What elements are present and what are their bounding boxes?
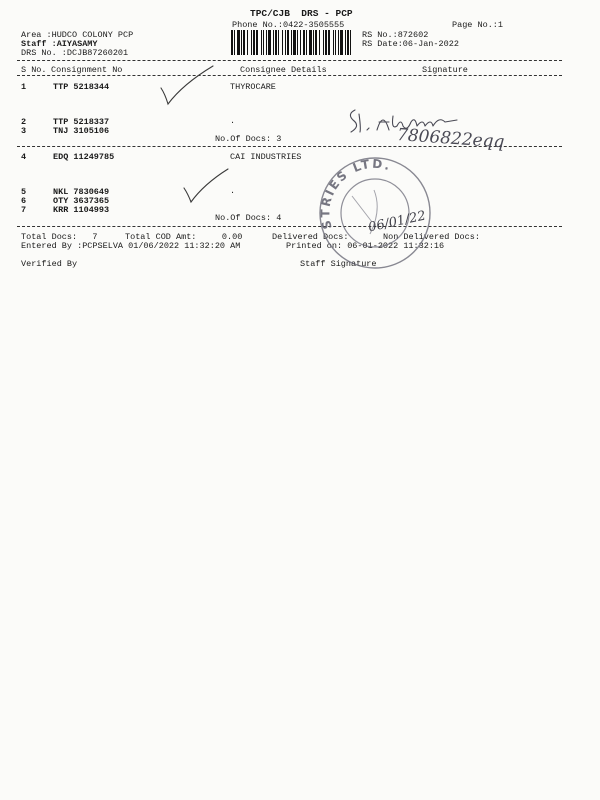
staff-signature-label: Staff Signature: [300, 259, 377, 269]
row-sno: 3: [21, 126, 27, 136]
row-consignment: TNJ 3105106: [53, 126, 110, 136]
col-consignee: Consignee Details: [240, 65, 327, 75]
row-consignment: EDQ 11249785: [53, 152, 115, 162]
row-sno: 5: [21, 187, 27, 197]
barcode: [230, 30, 354, 55]
group-rule: [17, 226, 562, 227]
page-number: Page No.:1: [452, 20, 504, 30]
svg-text:7806822eqq: 7806822eqq: [396, 124, 506, 152]
company-stamp: [312, 150, 438, 276]
consignee-name: CAI INDUSTRIES: [230, 152, 302, 162]
drs-number: DRS No. :DCJB87260201: [21, 48, 129, 58]
consignee-name: THYROCARE: [230, 82, 276, 92]
printed-on: Printed on: 06-01-2022 11:32:16: [286, 241, 445, 251]
handwritten-phone-number: [395, 124, 525, 152]
row-consignment: OTY 3637365: [53, 196, 110, 206]
checkmark-icon: [155, 62, 217, 108]
svg-text:06/01/22: 06/01/22: [366, 208, 428, 236]
row-sno: 6: [21, 196, 27, 206]
row-consignment: KRR 1104993: [53, 205, 110, 215]
phone-number: Phone No.:0422-3505555: [232, 20, 345, 30]
row-sno: 1: [21, 82, 27, 92]
staff-label: Staff :AIYASAMY: [21, 39, 98, 49]
row-sno: 2: [21, 117, 27, 127]
row-consignment: NKL 7830649: [53, 187, 110, 197]
col-sno: S No.: [21, 65, 47, 75]
docs-count: No.Of Docs: 3: [215, 134, 282, 144]
rs-date: RS Date:06-Jan-2022: [362, 39, 459, 49]
consignee-dot: .: [230, 186, 236, 196]
col-consignment: Consignment No: [51, 65, 123, 75]
row-consignment: TTP 5218344: [53, 82, 110, 92]
header-rule-top: [17, 60, 562, 61]
delivered-docs: Delivered Docs:: [272, 232, 349, 242]
consignee-dot: .: [230, 116, 236, 126]
document-title: TPC/CJB DRS - PCP: [250, 8, 353, 19]
header-rule-bottom: [17, 75, 562, 76]
svg-text:STRIES LTD.: STRIES LTD.: [318, 156, 394, 231]
total-docs: Total Docs: 7: [21, 232, 98, 242]
checkmark-icon: [180, 166, 232, 206]
col-signature: Signature: [422, 65, 468, 75]
row-consignment: TTP 5218337: [53, 117, 110, 127]
docs-count: No.Of Docs: 4: [215, 213, 282, 223]
verified-by: Verified By: [21, 259, 78, 269]
entered-by: Entered By :PCPSELVA 01/06/2022 11:32:20 AM: [21, 241, 241, 251]
total-cod-amount: Total COD Amt: 0.00: [125, 232, 243, 242]
area-label: Area :HUDCO COLONY PCP: [21, 30, 134, 40]
non-delivered-docs: Non Delivered Docs:: [383, 232, 480, 242]
row-sno: 7: [21, 205, 27, 215]
rs-number: RS No.:872602: [362, 30, 429, 40]
row-sno: 4: [21, 152, 27, 162]
